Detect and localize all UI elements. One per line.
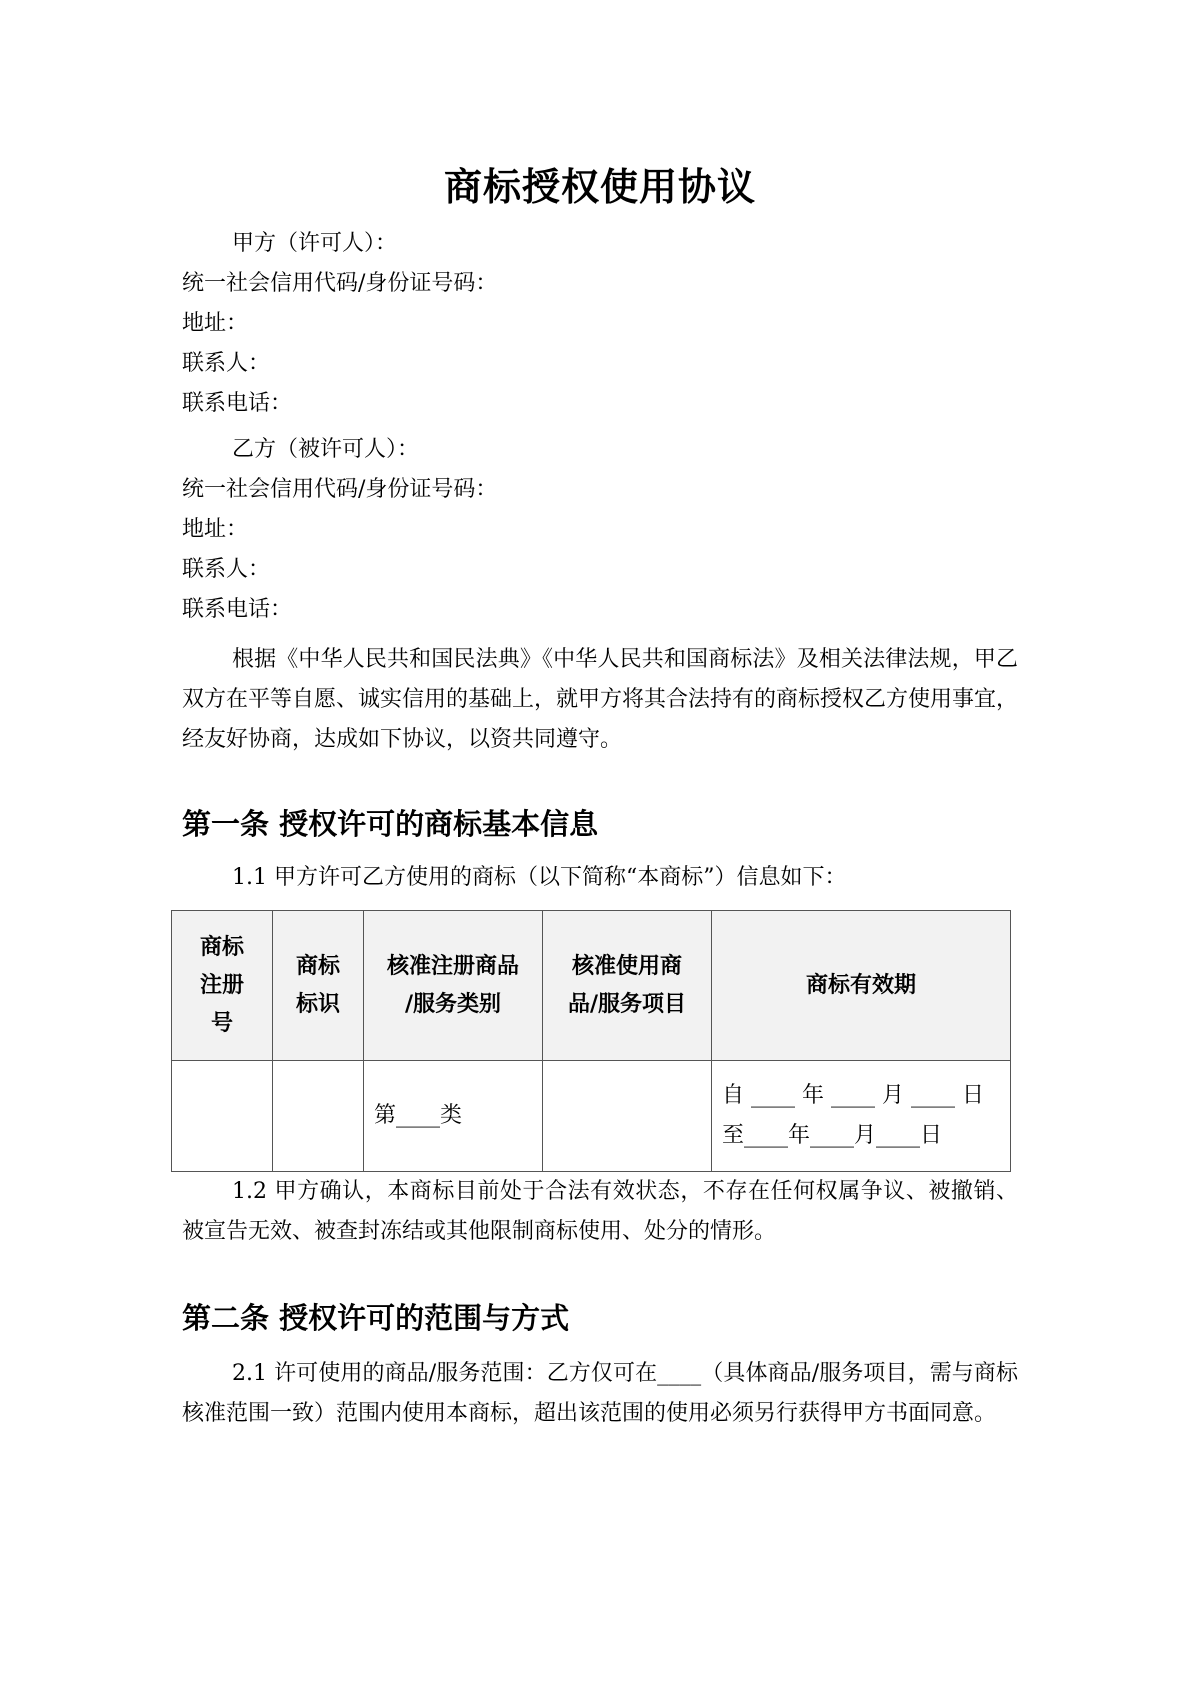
cell-items [543, 1061, 712, 1172]
document-title: 商标授权使用协议 [443, 165, 756, 209]
table-header-row [172, 911, 1011, 1061]
party-a-contact-label: 联系人： [182, 351, 271, 376]
party-b-code-label: 统一社会信用代码/身份证号码： [182, 477, 498, 502]
header-validity-period: 商标有效期 [712, 911, 1011, 1061]
header-registration-number: 商标 注册 号 [172, 911, 273, 1061]
cell-category: 第____类 [364, 1061, 543, 1172]
article-1-heading: 第一条 授权许可的商标基本信息 [182, 807, 599, 841]
party-a-heading: 甲方（许可人）： [232, 231, 398, 256]
header-approved-category: 核准注册商品 /服务类别 [364, 911, 543, 1061]
preamble-paragraph: 根据《中华人民共和国民法典》《中华人民共和国商标法》及相关法律法规，甲乙双方在平等自愿、诚实信用的基础上，就甲方将其合法持有的商标授权乙方使用事宜，经友好协商，达成如下协议，以资共同遵守。 [182, 647, 1019, 752]
header-trademark-mark: 商标 标识 [273, 911, 364, 1061]
article-2-heading: 第二条 授权许可的范围与方式 [182, 1301, 570, 1335]
party-b-block [182, 430, 1018, 630]
party-b-phone-label: 联系电话： [182, 597, 293, 622]
cell-validity-period [712, 1061, 1011, 1172]
party-a-phone-label: 联系电话： [182, 391, 293, 416]
validity-to: 至____年____月____日 [722, 1123, 943, 1148]
clause-1-1: 1.1 甲方许可乙方使用的商标（以下简称“本商标”）信息如下： [232, 865, 847, 890]
party-a-code-label: 统一社会信用代码/身份证号码： [182, 271, 498, 296]
table-row [172, 1061, 1011, 1172]
header-approved-items: 核准使用商 品/服务项目 [543, 911, 712, 1061]
clause-1-2: 1.2 甲方确认，本商标目前处于合法有效状态，不存在任何权属争议、被撤销、被宣告无效、被查封冻结或其他限制商标使用、处分的情形。 [182, 1179, 1018, 1244]
validity-from: 自 ____ 年 ____ 月 ____ 日 [722, 1083, 984, 1108]
trademark-info-table [171, 910, 1011, 1172]
party-a-block [182, 224, 1018, 424]
agreement-page [182, 150, 1018, 1434]
clause-2-1: 2.1 许可使用的商品/服务范围：乙方仅可在____（具体商品/服务项目，需与商标核准范围一致）范围内使用本商标，超出该范围的使用必须另行获得甲方书面同意。 [182, 1361, 1018, 1426]
party-b-address-label: 地址： [182, 517, 249, 542]
party-b-heading: 乙方（被许可人）： [232, 437, 420, 462]
party-b-contact-label: 联系人： [182, 557, 271, 582]
cell-registration-number [172, 1061, 273, 1172]
cell-trademark-mark [273, 1061, 364, 1172]
party-a-address-label: 地址： [182, 311, 249, 336]
